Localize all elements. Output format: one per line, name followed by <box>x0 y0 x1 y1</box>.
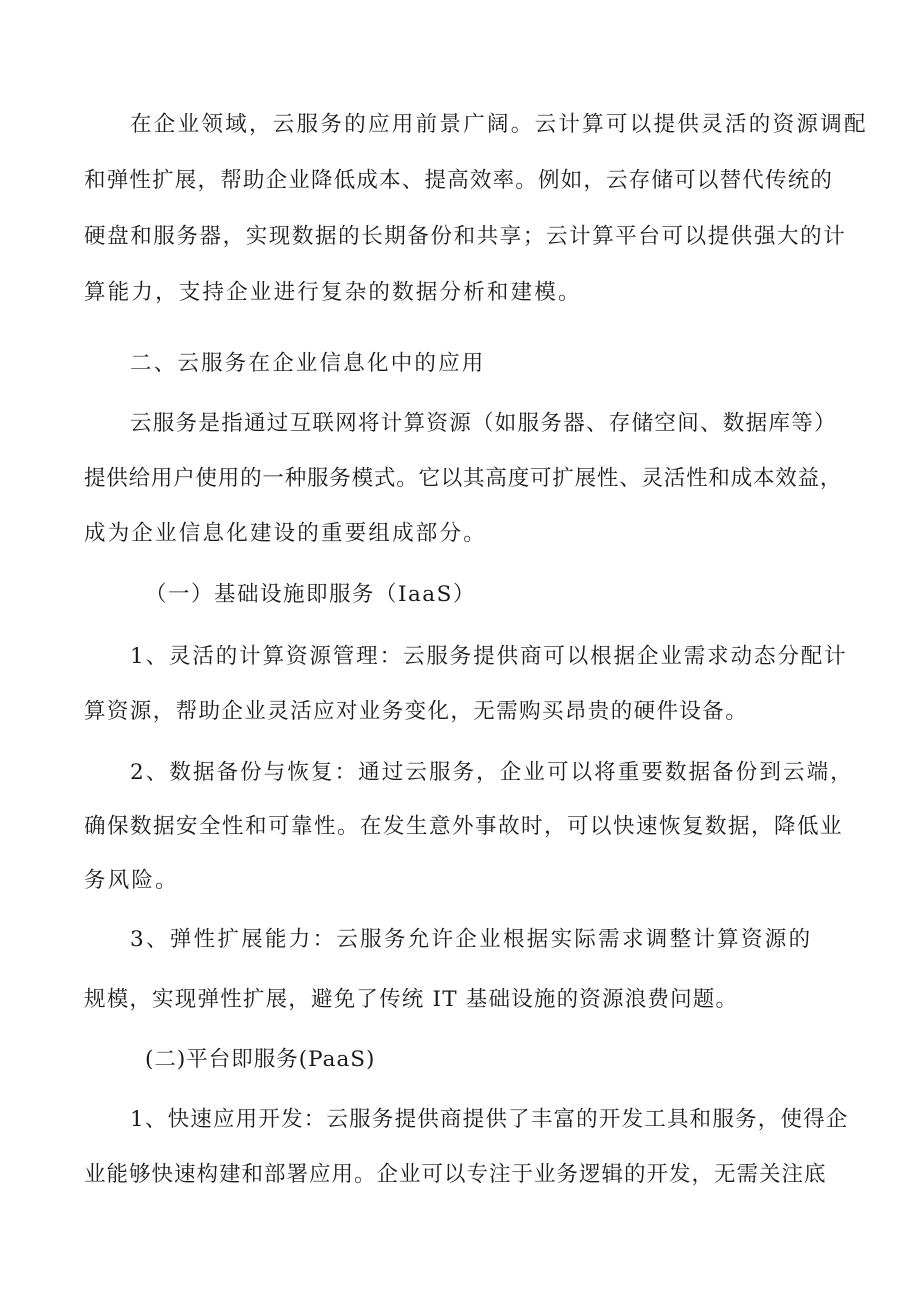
list-item-line: 规模，实现弹性扩展，避免了传统 IT 基础设施的资源浪费问题。 <box>84 987 739 1012</box>
paragraph-line: 提供给用户使用的一种服务模式。它以其高度可扩展性、灵活性和成本效益， <box>84 466 843 491</box>
list-item-line: 确保数据安全性和可靠性。在发生意外事故时，可以快速恢复数据，降低业 <box>84 814 844 839</box>
list-item-line: 算资源，帮助企业灵活应对业务变化，无需购买昂贵的硬件设备。 <box>84 699 749 724</box>
paragraph-line: 硬盘和服务器，实现数据的长期备份和共享；云计算平台可以提供强大的计 <box>84 224 847 249</box>
list-item-line: 1、灵活的计算资源管理：云服务提供商可以根据企业需求动态分配计 <box>130 644 848 669</box>
subsection-heading: （一）基础设施即服务（IaaS） <box>145 582 476 607</box>
paragraph-line: 和弹性扩展，帮助企业降低成本、提高效率。例如，云存储可以替代传统的 <box>84 168 834 193</box>
paragraph-line: 云服务是指通过互联网将计算资源（如服务器、存储空间、数据库等） <box>130 411 837 436</box>
paragraph-line: 在企业领域，云服务的应用前景广阔。云计算可以提供灵活的资源调配 <box>130 112 868 137</box>
section-heading: 二、云服务在企业信息化中的应用 <box>130 351 486 376</box>
list-item-line: 业能够快速构建和部署应用。企业可以专注于业务逻辑的开发，无需关注底 <box>84 1162 827 1187</box>
paragraph-line: 算能力，支持企业进行复杂的数据分析和建模。 <box>84 280 582 305</box>
list-item-line: 1、快速应用开发：云服务提供商提供了丰富的开发工具和服务，使得企 <box>130 1107 849 1132</box>
list-item-line: 2、数据备份与恢复：通过云服务，企业可以将重要数据备份到云端， <box>130 760 854 785</box>
list-item-line: 务风险。 <box>84 868 179 893</box>
list-item-line: 3、弹性扩展能力：云服务允许企业根据实际需求调整计算资源的 <box>130 927 813 952</box>
paragraph-line: 成为企业信息化建设的重要组成部分。 <box>84 521 487 546</box>
subsection-heading: (二)平台即服务(PaaS) <box>145 1047 376 1072</box>
